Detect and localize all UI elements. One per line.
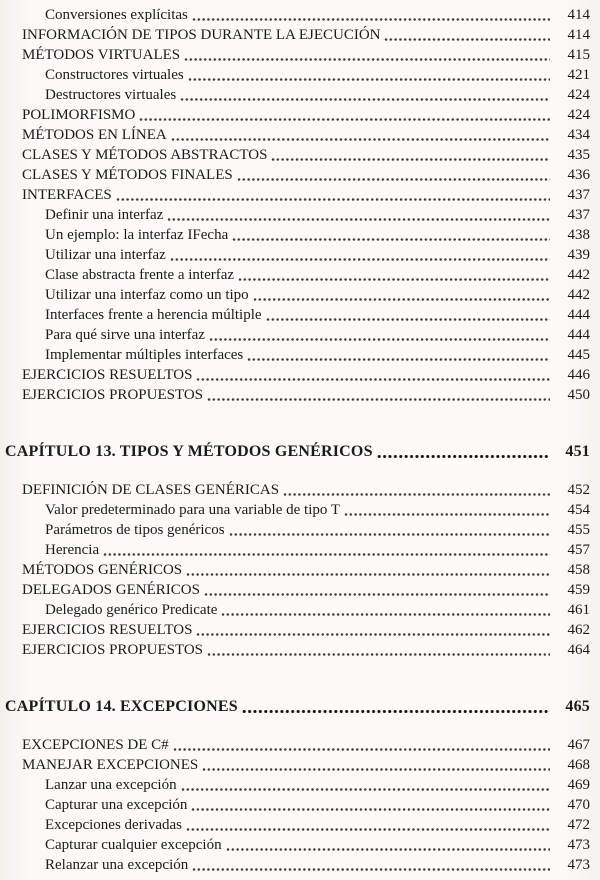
toc-entry-page-number: 473 bbox=[567, 837, 590, 853]
table-of-contents bbox=[5, 5, 590, 875]
toc-entry-page-number: 464 bbox=[567, 642, 590, 658]
toc-entry-page-number: 415 bbox=[567, 47, 590, 63]
chapter-page-number: 465 bbox=[565, 698, 590, 715]
dot-leader bbox=[170, 257, 550, 262]
toc-entry-label: Lanzar una excepción bbox=[45, 777, 177, 793]
toc-entry-label: Destructores virtuales bbox=[45, 87, 177, 103]
toc-entry-label: Utilizar una interfaz bbox=[45, 247, 166, 263]
toc-entry-label: DEFINICIÓN DE CLASES GENÉRICAS bbox=[22, 482, 280, 498]
dot-leader bbox=[192, 867, 550, 872]
toc-entry-label: Definir una interfaz bbox=[45, 207, 164, 223]
toc-entry-label: MÉTODOS GENÉRICOS bbox=[22, 562, 183, 578]
toc-entry-page-number: 414 bbox=[567, 7, 590, 23]
toc-entry-page-number: 445 bbox=[567, 347, 590, 363]
toc-entry bbox=[5, 205, 590, 225]
toc-entry-page-number: 421 bbox=[567, 67, 590, 83]
toc-entry bbox=[5, 45, 590, 65]
toc-entry-label: EJERCICIOS RESUELTOS bbox=[22, 622, 193, 638]
toc-entry bbox=[5, 500, 590, 520]
toc-entry-page-number: 468 bbox=[567, 757, 590, 773]
toc-entry-page-number: 446 bbox=[567, 367, 590, 383]
dot-leader bbox=[232, 237, 550, 242]
toc-entry-label: Capturar cualquier excepción bbox=[45, 837, 222, 853]
dot-leader bbox=[171, 137, 550, 142]
toc-entry-label: Excepciones derivadas bbox=[45, 817, 183, 833]
toc-entry bbox=[5, 580, 590, 600]
toc-entry-page-number: 472 bbox=[567, 817, 590, 833]
toc-entry-label: DELEGADOS GENÉRICOS bbox=[22, 582, 200, 598]
dot-leader bbox=[191, 807, 550, 812]
toc-entry-label: MÉTODOS EN LÍNEA bbox=[22, 127, 167, 143]
toc-entry-label: EJERCICIOS RESUELTOS bbox=[22, 367, 193, 383]
dot-leader bbox=[344, 512, 550, 517]
toc-entry-label: Relanzar una excepción bbox=[45, 857, 189, 873]
toc-entry-label: Interfaces frente a herencia múltiple bbox=[45, 307, 262, 323]
toc-entry-page-number: 437 bbox=[567, 207, 590, 223]
toc-entry bbox=[5, 855, 590, 875]
toc-entry-label: Capturar una excepción bbox=[45, 797, 188, 813]
toc-entry-label: Herencia bbox=[45, 542, 100, 558]
toc-entry bbox=[5, 365, 590, 385]
dot-leader bbox=[167, 217, 550, 222]
chapter-heading bbox=[5, 442, 590, 462]
toc-entry-label: INTERFACES bbox=[22, 187, 112, 203]
toc-entry-label: Para qué sirve una interfaz bbox=[45, 327, 205, 343]
toc-entry-page-number: 458 bbox=[567, 562, 590, 578]
toc-entry-label: POLIMORFISMO bbox=[22, 107, 136, 123]
dot-leader bbox=[377, 454, 550, 459]
toc-entry-page-number: 473 bbox=[567, 857, 590, 873]
toc-entry bbox=[5, 285, 590, 305]
toc-entry bbox=[5, 560, 590, 580]
toc-entry-page-number: 461 bbox=[567, 602, 590, 618]
toc-entry-page-number: 452 bbox=[567, 482, 590, 498]
toc-entry bbox=[5, 325, 590, 345]
toc-entry-label: INFORMACIÓN DE TIPOS DURANTE LA EJECUCIÓN bbox=[22, 27, 381, 43]
toc-entry-label: EJERCICIOS PROPUESTOS bbox=[22, 387, 204, 403]
toc-entry-page-number: 437 bbox=[567, 187, 590, 203]
dot-leader bbox=[186, 572, 550, 577]
chapter-page-number: 451 bbox=[565, 443, 590, 460]
toc-entry-page-number: 467 bbox=[567, 737, 590, 753]
toc-entry-label: Valor predeterminado para una variable de tipo T bbox=[45, 502, 341, 518]
dot-leader bbox=[209, 337, 550, 342]
toc-entry-page-number: 462 bbox=[567, 622, 590, 638]
toc-entry bbox=[5, 225, 590, 245]
toc-entry-page-number: 444 bbox=[567, 327, 590, 343]
toc-entry bbox=[5, 85, 590, 105]
toc-entry bbox=[5, 165, 590, 185]
toc-entry bbox=[5, 305, 590, 325]
chapter-heading-label: CAPÍTULO 14. EXCEPCIONES bbox=[5, 698, 238, 715]
toc-entry bbox=[5, 65, 590, 85]
toc-entry bbox=[5, 245, 590, 265]
dot-leader bbox=[181, 787, 550, 792]
toc-entry-page-number: 442 bbox=[567, 267, 590, 283]
dot-leader bbox=[204, 592, 550, 597]
dot-leader bbox=[229, 532, 550, 537]
toc-entry-page-number: 435 bbox=[567, 147, 590, 163]
toc-entry-page-number: 457 bbox=[567, 542, 590, 558]
toc-entry bbox=[5, 795, 590, 815]
toc-entry-page-number: 434 bbox=[567, 127, 590, 143]
toc-entry bbox=[5, 520, 590, 540]
toc-entry bbox=[5, 385, 590, 405]
toc-entry-page-number: 450 bbox=[567, 387, 590, 403]
toc-entry-label: CLASES Y MÉTODOS FINALES bbox=[22, 167, 233, 183]
toc-entry bbox=[5, 755, 590, 775]
dot-leader bbox=[207, 652, 550, 657]
toc-entry-label: Conversiones explícitas bbox=[45, 7, 188, 23]
toc-entry bbox=[5, 620, 590, 640]
toc-entry bbox=[5, 185, 590, 205]
toc-entry-label: EXCEPCIONES DE C# bbox=[22, 737, 169, 753]
toc-entry-label: Constructores virtuales bbox=[45, 67, 184, 83]
dot-leader bbox=[186, 827, 550, 832]
toc-entry bbox=[5, 480, 590, 500]
toc-entry bbox=[5, 815, 590, 835]
toc-entry bbox=[5, 600, 590, 620]
dot-leader bbox=[116, 197, 550, 202]
dot-leader bbox=[221, 612, 550, 617]
toc-entry bbox=[5, 640, 590, 660]
dot-leader bbox=[247, 357, 550, 362]
dot-leader bbox=[184, 57, 550, 62]
toc-entry-label: Un ejemplo: la interfaz IFecha bbox=[45, 227, 229, 243]
toc-entry-page-number: 436 bbox=[567, 167, 590, 183]
toc-entry-label: CLASES Y MÉTODOS ABSTRACTOS bbox=[22, 147, 268, 163]
toc-entry-page-number: 439 bbox=[567, 247, 590, 263]
toc-entry-page-number: 444 bbox=[567, 307, 590, 323]
toc-entry bbox=[5, 345, 590, 365]
toc-entry-label: EJERCICIOS PROPUESTOS bbox=[22, 642, 204, 658]
chapter-heading bbox=[5, 697, 590, 717]
toc-entry-page-number: 454 bbox=[567, 502, 590, 518]
dot-leader bbox=[180, 97, 550, 102]
toc-entry bbox=[5, 145, 590, 165]
chapter-heading-label: CAPÍTULO 13. TIPOS Y MÉTODOS GENÉRICOS bbox=[5, 443, 373, 460]
dot-leader bbox=[384, 37, 550, 42]
dot-leader bbox=[196, 377, 550, 382]
dot-leader bbox=[202, 767, 550, 772]
toc-entry-page-number: 469 bbox=[567, 777, 590, 793]
dot-leader bbox=[173, 747, 550, 752]
toc-entry-label: Implementar múltiples interfaces bbox=[45, 347, 244, 363]
toc-entry-page-number: 442 bbox=[567, 287, 590, 303]
toc-entry-label: MANEJAR EXCEPCIONES bbox=[22, 757, 199, 773]
toc-entry-label: Delegado genérico Predicate bbox=[45, 602, 218, 618]
dot-leader bbox=[192, 17, 550, 22]
dot-leader bbox=[207, 397, 550, 402]
toc-entry bbox=[5, 25, 590, 45]
toc-entry-page-number: 424 bbox=[567, 87, 590, 103]
dot-leader bbox=[139, 117, 550, 122]
dot-leader bbox=[242, 709, 550, 714]
toc-entry-page-number: 470 bbox=[567, 797, 590, 813]
toc-entry-page-number: 414 bbox=[567, 27, 590, 43]
toc-entry-page-number: 455 bbox=[567, 522, 590, 538]
toc-entry bbox=[5, 5, 590, 25]
dot-leader bbox=[188, 77, 550, 82]
toc-entry bbox=[5, 735, 590, 755]
toc-entry-page-number: 459 bbox=[567, 582, 590, 598]
toc-entry-label: Parámetros de tipos genéricos bbox=[45, 522, 225, 538]
dot-leader bbox=[266, 317, 550, 322]
dot-leader bbox=[238, 277, 550, 282]
toc-entry bbox=[5, 835, 590, 855]
toc-entry bbox=[5, 265, 590, 285]
toc-entry-label: Clase abstracta frente a interfaz bbox=[45, 267, 235, 283]
toc-entry bbox=[5, 540, 590, 560]
dot-leader bbox=[196, 632, 550, 637]
toc-entry bbox=[5, 125, 590, 145]
toc-entry-label: MÉTODOS VIRTUALES bbox=[22, 47, 181, 63]
toc-entry bbox=[5, 775, 590, 795]
toc-entry-page-number: 438 bbox=[567, 227, 590, 243]
dot-leader bbox=[253, 297, 550, 302]
toc-entry-page-number: 424 bbox=[567, 107, 590, 123]
dot-leader bbox=[271, 157, 550, 162]
dot-leader bbox=[103, 552, 550, 557]
toc-entry bbox=[5, 105, 590, 125]
toc-entry-label: Utilizar una interfaz como un tipo bbox=[45, 287, 249, 303]
dot-leader bbox=[226, 847, 550, 852]
dot-leader bbox=[283, 492, 550, 497]
dot-leader bbox=[237, 177, 550, 182]
